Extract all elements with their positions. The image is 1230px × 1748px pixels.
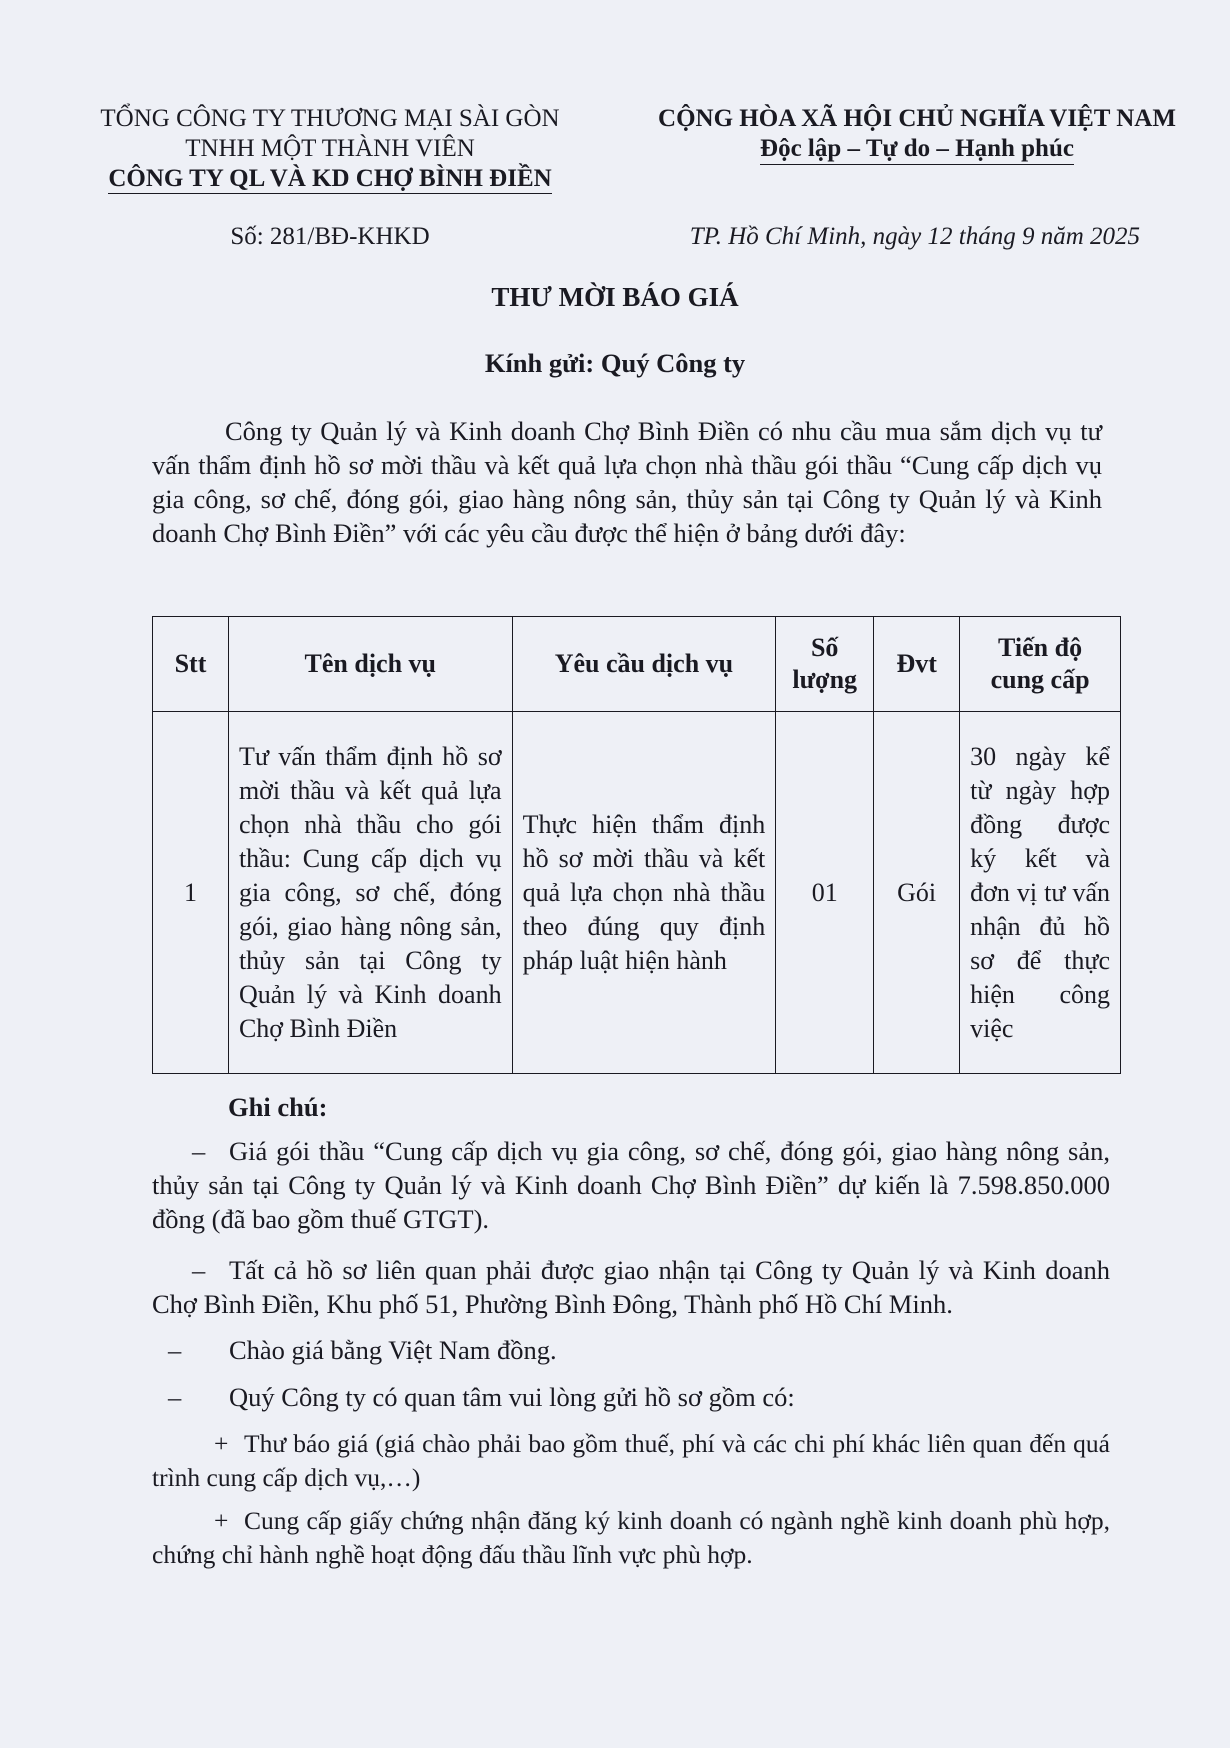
national-motto: Độc lập – Tự do – Hạnh phúc (760, 135, 1074, 165)
note-item-2 (152, 1253, 1110, 1321)
doc-date: TP. Hồ Chí Minh, ngày 12 tháng 9 năm 2025 (689, 223, 1140, 250)
issuer-line-2: TNHH MỘT THÀNH VIÊN (185, 135, 475, 162)
service-table (152, 616, 1121, 1074)
dash-bullet: – (168, 1382, 182, 1412)
note-text-3: Chào giá bằng Việt Nam đồng. (229, 1335, 557, 1365)
col-header-unit: Đvt (874, 617, 960, 712)
col-header-stt: Stt (153, 617, 229, 712)
plus-bullet: + (214, 1429, 229, 1458)
issuer-company (70, 164, 590, 194)
recipient: Kính gửi: Quý Công ty (484, 348, 746, 378)
issuer-company-name: CÔNG TY QL VÀ KD CHỢ BÌNH ĐIỀN (108, 165, 552, 192)
issuer-line-1: TỔNG CÔNG TY THƯƠNG MẠI SÀI GÒN (100, 105, 560, 132)
col-header-service: Tên dịch vụ (228, 617, 512, 712)
note-item-3 (152, 1333, 1110, 1367)
cell-stt: 1 (153, 712, 229, 1074)
national-title: CỘNG HÒA XÃ HỘI CHỦ NGHĨA VIỆT NAM (658, 105, 1176, 132)
cell-schedule: 30 ngày kể từ ngày hợp đồng được ký kết và đơn vị tư vấn nhận đủ hồ sơ để thực hiện công việc (960, 712, 1121, 1074)
intro-paragraph: Công ty Quản lý và Kinh doanh Chợ Bình Điền có nhu cầu mua sắm dịch vụ tư vấn thẩm định hồ sơ mời thầu và kết quả lựa chọn nhà thầu gói thầu “Cung cấp dịch vụ gia công, sơ chế, đóng gói, giao hàng nông sản, thủy sản tại Công ty Quản lý và Kinh doanh Chợ Bình Điền” với các yêu cầu được thể hiện ở bảng dưới đây: (152, 416, 1102, 548)
cell-quantity: 01 (776, 712, 874, 1074)
note-sub-text-1: Thư báo giá (giá chào phải bao gồm thuế, phí và các chi phí khác liên quan đến quá trình cung cấp dịch vụ,…) (152, 1429, 1110, 1492)
cell-service: Tư vấn thẩm định hồ sơ mời thầu và kết quả lựa chọn nhà thầu cho gói thầu: Cung cấp dịch vụ gia công, sơ chế, đóng gói, giao hàng nông sản, thủy sản tại Công ty Quản lý và Kinh doanh Chợ Bình Điền (228, 712, 512, 1074)
note-sub-text-2: Cung cấp giấy chứng nhận đăng ký kinh doanh có ngành nghề kinh doanh phù hợp, chứng chỉ hành nghề hoạt động đấu thầu lĩnh vực phù hợp. (152, 1506, 1110, 1569)
col-header-quantity: Số lượng (776, 617, 874, 712)
cell-requirement: Thực hiện thẩm định hồ sơ mời thầu và kết quả lựa chọn nhà thầu theo đúng quy định pháp luật hiện hành (512, 712, 776, 1074)
note-item-4 (152, 1380, 1110, 1414)
dash-bullet: – (168, 1335, 182, 1365)
dash-bullet: – (192, 1136, 206, 1166)
dash-bullet: – (192, 1255, 206, 1285)
national-block (622, 104, 1212, 164)
table-row (153, 712, 1121, 1074)
note-text-4: Quý Công ty có quan tâm vui lòng gửi hồ sơ gồm có: (229, 1382, 795, 1412)
notes-heading: Ghi chú: (228, 1092, 328, 1122)
note-text-2: Tất cả hồ sơ liên quan phải được giao nhận tại Công ty Quản lý và Kinh doanh Chợ Bình Điền, Khu phố 51, Phường Bình Đông, Thành phố Hồ Chí Minh. (152, 1255, 1110, 1319)
issuer-block (70, 104, 590, 194)
national-motto-wrap (622, 134, 1212, 164)
cell-unit: Gói (874, 712, 960, 1074)
page-title: THƯ MỜI BÁO GIÁ (491, 282, 739, 312)
note-item-1 (152, 1134, 1110, 1236)
doc-number: Số: 281/BĐ-KHKD (230, 223, 430, 250)
note-text-1: Giá gói thầu “Cung cấp dịch vụ gia công, sơ chế, đóng gói, giao hàng nông sản, thủy sản tại Công ty Quản lý và Kinh doanh Chợ Bình Điền” dự kiến là 7.598.850.000 đồng (đã bao gồm thuế GTGT). (152, 1136, 1110, 1234)
col-header-requirement: Yêu cầu dịch vụ (512, 617, 776, 712)
table-header-row (153, 617, 1121, 712)
note-sub-2 (152, 1504, 1110, 1572)
col-header-schedule: Tiến độ cung cấp (960, 617, 1121, 712)
plus-bullet: + (214, 1506, 229, 1535)
note-sub-1 (152, 1427, 1110, 1495)
